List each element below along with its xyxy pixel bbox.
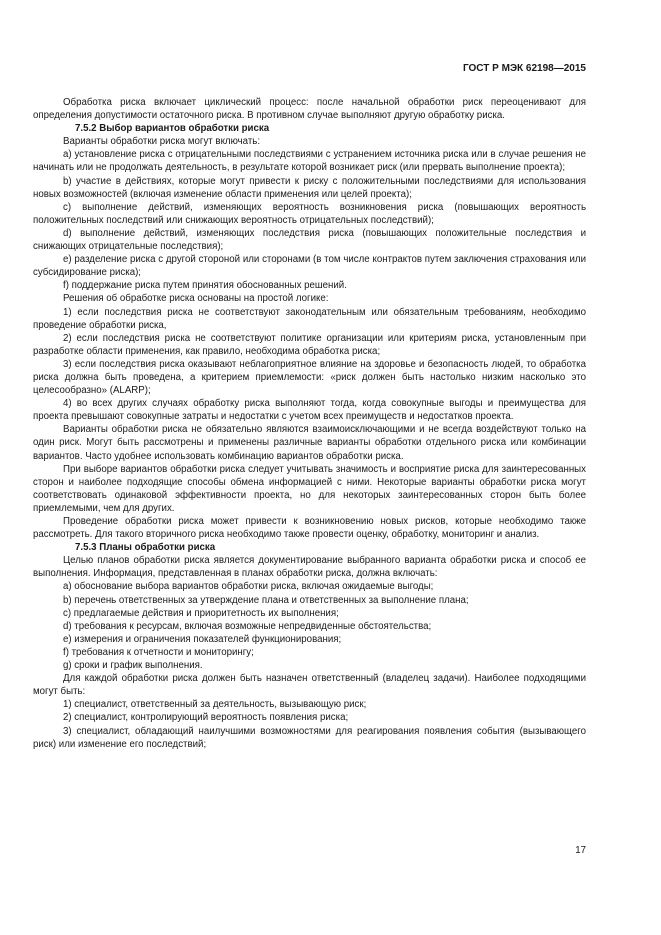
paragraph: b) перечень ответственных за утверждение плана и ответственных за выполнение плана; [63,594,469,606]
section-number: 7.5.3 [75,542,97,554]
paragraph: с) выполнение действий, изменяющих вероятность возникновения риска (повышающих вероятность положительных последствий или снижающих вероятность отрицательных последствий); [33,201,586,226]
section-number: 7.5.2 [75,123,97,135]
paragraph: Решения об обработке риска основаны на простой логике: [63,293,329,305]
paragraph: 2) специалист, контролирующий вероятность появления риска; [63,712,349,724]
paragraph: d) выполнение действий, изменяющих последствия риска (повышающих положительные последствия и снижающих отрицательные последствия); [33,227,586,253]
paragraph: Проведение обработки риска может привести к возникновению новых рисков, которые необходимо также рассмотреть. Для такого вторичного риска необходимо также провести оценку, обработку, мониторинг и анализ. [33,516,586,541]
paragraph: e) измерения и ограничения показателей функционирования; [63,633,342,645]
paragraph: а) установление риска с отрицательными последствиями с устранением источника риска или в случае решения не начинать или не продолжать деятельность, в результате которой возникает риск (или прервать выполнение проекта); [33,149,586,174]
section-title: Планы обработки риска [99,542,216,554]
page-number: 17 [575,845,586,856]
paragraph: Обработка риска включает циклический процесс: после начальной обработки риск переоценивают для определения допустимости остаточного риска. В противном случае выполняют другую обработку риска. [33,97,586,122]
paragraph: b) участие в действиях, которые могут привести к риску с положительными последствиями для использования новых возможностей (включая изменение области применения или целей проекта); [33,175,586,200]
paragraph: 4) во всех других случаях обработку риска выполняют тогда, когда совокупные выгоды и преимущества для проекта превышают совокупные затраты и недостатки с учетом всех преимуществ и недостатков проекта. [33,398,586,423]
paragraph: f) требования к отчетности и мониторингу; [63,646,254,658]
paragraph: 1) специалист, ответственный за деятельность, вызывающую риск; [63,699,367,711]
paragraph: Варианты обработки риска могут включать: [63,136,261,148]
paragraph: f) поддержание риска путем принятия обоснованных решений. [63,280,347,292]
section-heading [33,541,586,554]
document-body [33,96,586,751]
paragraph: 2) если последствия риска не соответствуют политике организации или критериям риска, установленным при разработке области применения, как правило, необходима обработка риска; [33,332,586,357]
section-title: Выбор вариантов обработки риска [99,123,270,135]
paragraph: е) разделение риска с другой стороной или сторонами (в том числе контрактов путем заключения страхования или субсидирование риска); [33,254,586,279]
paragraph: 3) специалист, обладающий наилучшими возможностями для реагирования появления события (вызывающего риск) или изменение его последствий; [33,725,586,750]
paragraph: Целью планов обработки риска является документирование выбранного варианта обработки риска и способ ее выполнения. Информация, представленная в планах обработки риска, должна включать: [33,555,586,580]
paragraph: d) требования к ресурсам, включая возможные непредвиденные обстоятельства; [63,620,432,632]
section-heading [33,122,586,135]
paragraph: c) предлагаемые действия и приоритетность их выполнения; [63,607,339,619]
paragraph: 3) если последствия риска оказывают неблагоприятное влияние на здоровье и безопасность людей, то обработка риска должна быть проведена, а критерием приемлемости: «риск должен быть настолько низким насколько это целесообразно» (ALARP); [33,358,586,397]
paragraph: При выборе вариантов обработки риска следует учитывать значимость и восприятие риска для заинтересованных сторон и наиболее подходящие способы обмена информацией с ними. Некоторые варианты обработки риска могут соответствовать одинаковой эффективности проекта, но для некоторых заинтересованных сторон быть более приемлемыми, чем для других. [33,463,586,514]
paragraph: Для каждой обработки риска должен быть назначен ответственный (владелец задачи). Наиболее подходящими могут быть: [33,673,586,698]
paragraph: 1) если последствия риска не соответствуют законодательным или обязательным требованиям, необходимо проведение обработки риска, [33,306,586,331]
paragraph: a) обоснование выбора вариантов обработки риска, включая ожидаемые выгоды; [63,581,434,593]
paragraph: g) сроки и график выполнения. [63,660,203,672]
paragraph: Варианты обработки риска не обязательно являются взаимоисключающими и не всегда воздействуют только на один риск. Могут быть рассмотрены и применены различные варианты обработки отдельного риска или комбинации вариантов. Часто удобнее использовать комбинацию вариантов обработки риска. [33,424,586,462]
document-header: ГОСТ Р МЭК 62198—2015 [462,63,586,74]
